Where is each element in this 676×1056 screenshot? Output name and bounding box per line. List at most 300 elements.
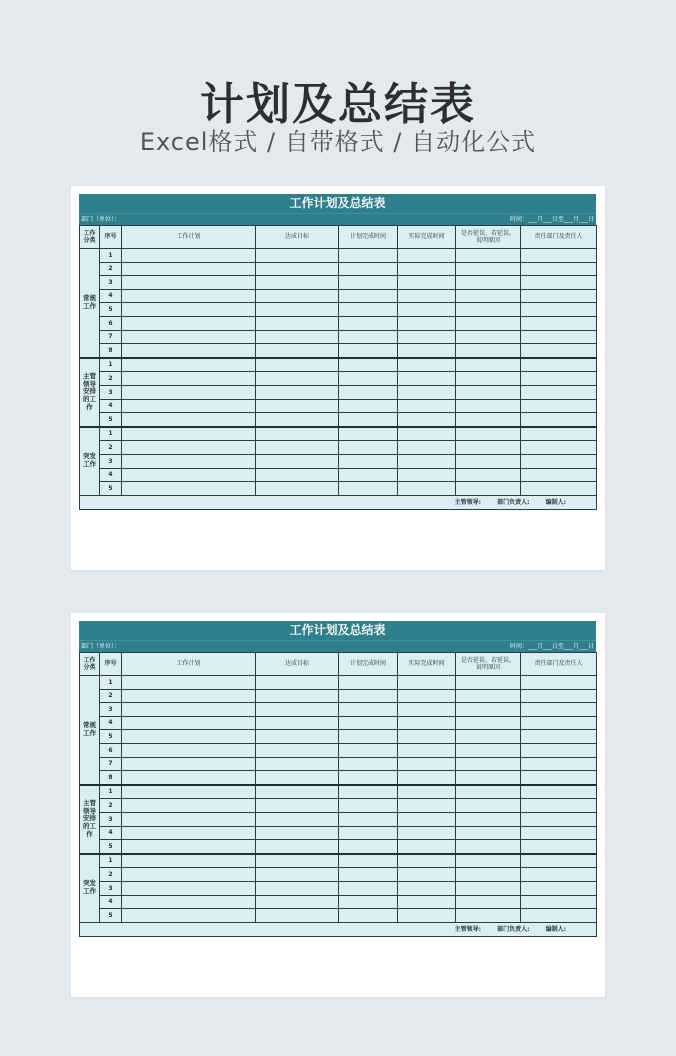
empty-cell[interactable] (521, 703, 597, 717)
empty-cell[interactable] (456, 413, 521, 427)
empty-cell[interactable] (398, 289, 456, 303)
empty-cell[interactable] (256, 730, 339, 744)
empty-cell[interactable] (521, 372, 597, 386)
empty-cell[interactable] (521, 441, 597, 455)
category-cell: 突发 工作 (80, 854, 100, 922)
empty-cell[interactable] (256, 262, 339, 276)
empty-cell[interactable] (339, 703, 398, 717)
row-index-cell: 7 (100, 757, 122, 771)
row-index-cell: 4 (100, 399, 122, 413)
col-header-plan: 工作计划 (122, 653, 256, 676)
empty-cell[interactable] (521, 854, 597, 868)
empty-cell[interactable] (456, 427, 521, 441)
empty-cell[interactable] (122, 289, 256, 303)
empty-cell[interactable] (256, 385, 339, 399)
col-header-planned-time: 计划完成时间 (339, 226, 398, 249)
table-row (80, 812, 597, 826)
empty-cell[interactable] (456, 372, 521, 386)
empty-cell[interactable] (521, 771, 597, 785)
empty-cell[interactable] (256, 358, 339, 372)
empty-cell[interactable] (256, 468, 339, 482)
sheet-title: 工作计划及总结表 (79, 194, 596, 213)
empty-cell[interactable] (521, 303, 597, 317)
empty-cell[interactable] (398, 262, 456, 276)
empty-cell[interactable] (339, 372, 398, 386)
empty-cell[interactable] (521, 358, 597, 372)
empty-cell[interactable] (456, 276, 521, 290)
empty-cell[interactable] (256, 482, 339, 496)
empty-cell[interactable] (339, 771, 398, 785)
col-header-actual-time: 实际完成时间 (398, 653, 456, 676)
table-row (80, 909, 597, 923)
row-index-cell: 4 (100, 289, 122, 303)
empty-cell[interactable] (122, 344, 256, 358)
empty-cell[interactable] (521, 743, 597, 757)
empty-cell[interactable] (398, 676, 456, 690)
empty-cell[interactable] (456, 826, 521, 840)
empty-cell[interactable] (398, 881, 456, 895)
dept-head-label: 部门负责人: (497, 925, 530, 933)
empty-cell[interactable] (122, 743, 256, 757)
empty-cell[interactable] (398, 468, 456, 482)
empty-cell[interactable] (256, 757, 339, 771)
empty-cell[interactable] (122, 771, 256, 785)
empty-cell[interactable] (339, 785, 398, 799)
empty-cell[interactable] (339, 730, 398, 744)
empty-cell[interactable] (122, 757, 256, 771)
empty-cell[interactable] (398, 399, 456, 413)
empty-cell[interactable] (521, 716, 597, 730)
empty-cell[interactable] (521, 812, 597, 826)
empty-cell[interactable] (398, 799, 456, 813)
empty-cell[interactable] (456, 344, 521, 358)
empty-cell[interactable] (456, 676, 521, 690)
empty-cell[interactable] (521, 316, 597, 330)
empty-cell[interactable] (398, 689, 456, 703)
category-cell: 常规 工作 (80, 676, 100, 785)
empty-cell[interactable] (456, 249, 521, 263)
empty-cell[interactable] (521, 289, 597, 303)
table-row (80, 358, 597, 372)
empty-cell[interactable] (122, 249, 256, 263)
empty-cell[interactable] (122, 441, 256, 455)
table-row (80, 262, 597, 276)
empty-cell[interactable] (521, 468, 597, 482)
empty-cell[interactable] (122, 812, 256, 826)
row-index-cell: 2 (100, 868, 122, 882)
empty-cell[interactable] (398, 868, 456, 882)
row-index-cell: 1 (100, 785, 122, 799)
empty-cell[interactable] (521, 840, 597, 854)
row-index-cell: 2 (100, 441, 122, 455)
empty-cell[interactable] (339, 262, 398, 276)
empty-cell[interactable] (398, 909, 456, 923)
empty-cell[interactable] (456, 441, 521, 455)
empty-cell[interactable] (256, 249, 339, 263)
empty-cell[interactable] (521, 785, 597, 799)
empty-cell[interactable] (339, 468, 398, 482)
table-header-row (80, 226, 597, 249)
row-index-cell: 3 (100, 385, 122, 399)
empty-cell[interactable] (456, 330, 521, 344)
empty-cell[interactable] (456, 262, 521, 276)
empty-cell[interactable] (122, 399, 256, 413)
empty-cell[interactable] (456, 454, 521, 468)
empty-cell[interactable] (521, 895, 597, 909)
table-row (80, 316, 597, 330)
empty-cell[interactable] (122, 881, 256, 895)
empty-cell[interactable] (456, 881, 521, 895)
empty-cell[interactable] (339, 799, 398, 813)
empty-cell[interactable] (521, 276, 597, 290)
table-row (80, 703, 597, 717)
empty-cell[interactable] (398, 344, 456, 358)
empty-cell[interactable] (256, 441, 339, 455)
empty-cell[interactable] (398, 372, 456, 386)
table-row (80, 799, 597, 813)
col-header-index: 序号 (100, 653, 122, 676)
dept-head-label: 部门负责人: (497, 498, 530, 506)
table-row (80, 468, 597, 482)
empty-cell[interactable] (256, 303, 339, 317)
empty-cell[interactable] (456, 689, 521, 703)
empty-cell[interactable] (456, 854, 521, 868)
empty-cell[interactable] (256, 868, 339, 882)
row-index-cell: 1 (100, 854, 122, 868)
empty-cell[interactable] (521, 330, 597, 344)
empty-cell[interactable] (339, 868, 398, 882)
empty-cell[interactable] (456, 799, 521, 813)
empty-cell[interactable] (339, 399, 398, 413)
col-header-owner: 责任部门及责任人 (521, 226, 597, 249)
table-row (80, 826, 597, 840)
empty-cell[interactable] (398, 826, 456, 840)
table-row (80, 330, 597, 344)
empty-cell[interactable] (398, 276, 456, 290)
empty-cell[interactable] (398, 895, 456, 909)
empty-cell[interactable] (398, 840, 456, 854)
empty-cell[interactable] (456, 730, 521, 744)
empty-cell[interactable] (256, 316, 339, 330)
empty-cell[interactable] (456, 358, 521, 372)
empty-cell[interactable] (122, 868, 256, 882)
empty-cell[interactable] (339, 427, 398, 441)
col-header-index: 序号 (100, 226, 122, 249)
empty-cell[interactable] (256, 289, 339, 303)
category-cell: 主管 领导 安排 的工 作 (80, 785, 100, 854)
empty-cell[interactable] (521, 482, 597, 496)
spreadsheet (79, 194, 596, 510)
empty-cell[interactable] (256, 454, 339, 468)
empty-cell[interactable] (122, 703, 256, 717)
empty-cell[interactable] (456, 385, 521, 399)
table-row (80, 399, 597, 413)
empty-cell[interactable] (521, 344, 597, 358)
row-index-cell: 5 (100, 730, 122, 744)
empty-cell[interactable] (339, 276, 398, 290)
empty-cell[interactable] (521, 730, 597, 744)
empty-cell[interactable] (339, 441, 398, 455)
empty-cell[interactable] (256, 344, 339, 358)
empty-cell[interactable] (456, 840, 521, 854)
empty-cell[interactable] (521, 881, 597, 895)
empty-cell[interactable] (339, 676, 398, 690)
spreadsheet (79, 621, 596, 937)
empty-cell[interactable] (521, 262, 597, 276)
empty-cell[interactable] (521, 427, 597, 441)
empty-cell[interactable] (339, 289, 398, 303)
empty-cell[interactable] (398, 427, 456, 441)
row-index-cell: 3 (100, 276, 122, 290)
empty-cell[interactable] (122, 854, 256, 868)
empty-cell[interactable] (122, 385, 256, 399)
empty-cell[interactable] (122, 482, 256, 496)
empty-cell[interactable] (122, 895, 256, 909)
empty-cell[interactable] (256, 703, 339, 717)
empty-cell[interactable] (456, 316, 521, 330)
empty-cell[interactable] (122, 785, 256, 799)
empty-cell[interactable] (521, 799, 597, 813)
empty-cell[interactable] (339, 385, 398, 399)
row-index-cell: 1 (100, 427, 122, 441)
empty-cell[interactable] (122, 413, 256, 427)
empty-cell[interactable] (339, 303, 398, 317)
empty-cell[interactable] (456, 909, 521, 923)
empty-cell[interactable] (398, 482, 456, 496)
empty-cell[interactable] (456, 743, 521, 757)
empty-cell[interactable] (398, 771, 456, 785)
empty-cell[interactable] (456, 757, 521, 771)
empty-cell[interactable] (398, 413, 456, 427)
sheet-meta-row (79, 213, 596, 225)
empty-cell[interactable] (398, 730, 456, 744)
empty-cell[interactable] (521, 413, 597, 427)
empty-cell[interactable] (256, 743, 339, 757)
dept-label: 部门（单位）： (81, 643, 121, 650)
empty-cell[interactable] (339, 895, 398, 909)
empty-cell[interactable] (122, 799, 256, 813)
table-row (80, 785, 597, 799)
empty-cell[interactable] (456, 771, 521, 785)
empty-cell[interactable] (256, 812, 339, 826)
table-row (80, 840, 597, 854)
empty-cell[interactable] (122, 316, 256, 330)
empty-cell[interactable] (339, 316, 398, 330)
empty-cell[interactable] (398, 716, 456, 730)
empty-cell[interactable] (339, 689, 398, 703)
empty-cell[interactable] (122, 262, 256, 276)
empty-cell[interactable] (256, 413, 339, 427)
col-header-owner: 责任部门及责任人 (521, 653, 597, 676)
empty-cell[interactable] (256, 799, 339, 813)
empty-cell[interactable] (122, 676, 256, 690)
empty-cell[interactable] (339, 413, 398, 427)
empty-cell[interactable] (521, 385, 597, 399)
row-index-cell: 3 (100, 881, 122, 895)
empty-cell[interactable] (339, 826, 398, 840)
row-index-cell: 2 (100, 689, 122, 703)
empty-cell[interactable] (456, 289, 521, 303)
row-index-cell: 2 (100, 372, 122, 386)
empty-cell[interactable] (339, 482, 398, 496)
empty-cell[interactable] (398, 785, 456, 799)
table-row (80, 730, 597, 744)
empty-cell[interactable] (398, 385, 456, 399)
empty-cell[interactable] (521, 689, 597, 703)
empty-cell[interactable] (456, 303, 521, 317)
empty-cell[interactable] (456, 399, 521, 413)
table-row (80, 441, 597, 455)
empty-cell[interactable] (398, 330, 456, 344)
empty-cell[interactable] (122, 303, 256, 317)
col-header-delay-reason: 是否延误、若延误， 说明原因 (456, 653, 521, 676)
empty-cell[interactable] (256, 399, 339, 413)
empty-cell[interactable] (456, 812, 521, 826)
sheet-meta-row (79, 640, 596, 652)
table-header-row (80, 653, 597, 676)
empty-cell[interactable] (521, 399, 597, 413)
empty-cell[interactable] (122, 730, 256, 744)
empty-cell[interactable] (339, 344, 398, 358)
row-index-cell: 5 (100, 413, 122, 427)
empty-cell[interactable] (398, 743, 456, 757)
empty-cell[interactable] (339, 840, 398, 854)
empty-cell[interactable] (256, 716, 339, 730)
empty-cell[interactable] (122, 372, 256, 386)
empty-cell[interactable] (339, 716, 398, 730)
time-label: 时间：___月___日至___月___日 (509, 643, 594, 650)
empty-cell[interactable] (521, 249, 597, 263)
row-index-cell: 5 (100, 482, 122, 496)
row-index-cell: 7 (100, 330, 122, 344)
row-index-cell: 1 (100, 358, 122, 372)
table-row (80, 482, 597, 496)
empty-cell[interactable] (122, 454, 256, 468)
table-row (80, 771, 597, 785)
table-row (80, 303, 597, 317)
empty-cell[interactable] (521, 757, 597, 771)
empty-cell[interactable] (256, 854, 339, 868)
empty-cell[interactable] (339, 854, 398, 868)
sheet-title: 工作计划及总结表 (79, 621, 596, 640)
empty-cell[interactable] (122, 840, 256, 854)
empty-cell[interactable] (456, 895, 521, 909)
empty-cell[interactable] (456, 785, 521, 799)
col-header-delay-reason: 是否延误、若延误， 说明原因 (456, 226, 521, 249)
empty-cell[interactable] (339, 330, 398, 344)
table-row (80, 716, 597, 730)
empty-cell[interactable] (339, 881, 398, 895)
empty-cell[interactable] (456, 703, 521, 717)
empty-cell[interactable] (256, 840, 339, 854)
table-row (80, 344, 597, 358)
row-index-cell: 1 (100, 676, 122, 690)
empty-cell[interactable] (521, 909, 597, 923)
empty-cell[interactable] (398, 303, 456, 317)
empty-cell[interactable] (398, 316, 456, 330)
empty-cell[interactable] (122, 330, 256, 344)
empty-cell[interactable] (122, 716, 256, 730)
empty-cell[interactable] (256, 276, 339, 290)
row-index-cell: 3 (100, 454, 122, 468)
empty-cell[interactable] (398, 454, 456, 468)
empty-cell[interactable] (398, 812, 456, 826)
empty-cell[interactable] (339, 757, 398, 771)
empty-cell[interactable] (256, 330, 339, 344)
empty-cell[interactable] (122, 427, 256, 441)
row-index-cell: 6 (100, 316, 122, 330)
row-index-cell: 5 (100, 909, 122, 923)
empty-cell[interactable] (256, 785, 339, 799)
empty-cell[interactable] (339, 358, 398, 372)
empty-cell[interactable] (398, 854, 456, 868)
empty-cell[interactable] (456, 716, 521, 730)
time-label: 时间：___月___日至___月___日 (509, 216, 594, 223)
supervisor-label: 主管领导: (454, 498, 481, 506)
table-row (80, 881, 597, 895)
empty-cell[interactable] (256, 689, 339, 703)
empty-cell[interactable] (256, 826, 339, 840)
table-row (80, 372, 597, 386)
empty-cell[interactable] (521, 454, 597, 468)
category-cell: 主管 领导 安排 的工 作 (80, 358, 100, 427)
empty-cell[interactable] (521, 868, 597, 882)
empty-cell[interactable] (339, 743, 398, 757)
empty-cell[interactable] (256, 676, 339, 690)
empty-cell[interactable] (122, 468, 256, 482)
empty-cell[interactable] (122, 826, 256, 840)
empty-cell[interactable] (256, 372, 339, 386)
empty-cell[interactable] (256, 771, 339, 785)
empty-cell[interactable] (256, 881, 339, 895)
empty-cell[interactable] (339, 249, 398, 263)
empty-cell[interactable] (456, 868, 521, 882)
table-row (80, 454, 597, 468)
col-header-actual-time: 实际完成时间 (398, 226, 456, 249)
empty-cell[interactable] (521, 676, 597, 690)
empty-cell[interactable] (122, 909, 256, 923)
table-row (80, 385, 597, 399)
empty-cell[interactable] (398, 249, 456, 263)
table-row (80, 743, 597, 757)
empty-cell[interactable] (256, 427, 339, 441)
empty-cell[interactable] (456, 482, 521, 496)
empty-cell[interactable] (398, 757, 456, 771)
row-index-cell: 4 (100, 468, 122, 482)
row-index-cell: 5 (100, 303, 122, 317)
empty-cell[interactable] (339, 454, 398, 468)
empty-cell[interactable] (521, 826, 597, 840)
row-index-cell: 1 (100, 249, 122, 263)
table-row (80, 427, 597, 441)
empty-cell[interactable] (256, 895, 339, 909)
row-index-cell: 6 (100, 743, 122, 757)
empty-cell[interactable] (122, 276, 256, 290)
col-header-planned-time: 计划完成时间 (339, 653, 398, 676)
col-header-category: 工作 分类 (80, 653, 100, 676)
empty-cell[interactable] (339, 909, 398, 923)
empty-cell[interactable] (122, 358, 256, 372)
empty-cell[interactable] (122, 689, 256, 703)
empty-cell[interactable] (398, 441, 456, 455)
empty-cell[interactable] (256, 909, 339, 923)
empty-cell[interactable] (398, 358, 456, 372)
empty-cell[interactable] (398, 703, 456, 717)
empty-cell[interactable] (456, 468, 521, 482)
row-index-cell: 4 (100, 826, 122, 840)
table-row (80, 276, 597, 290)
empty-cell[interactable] (339, 812, 398, 826)
